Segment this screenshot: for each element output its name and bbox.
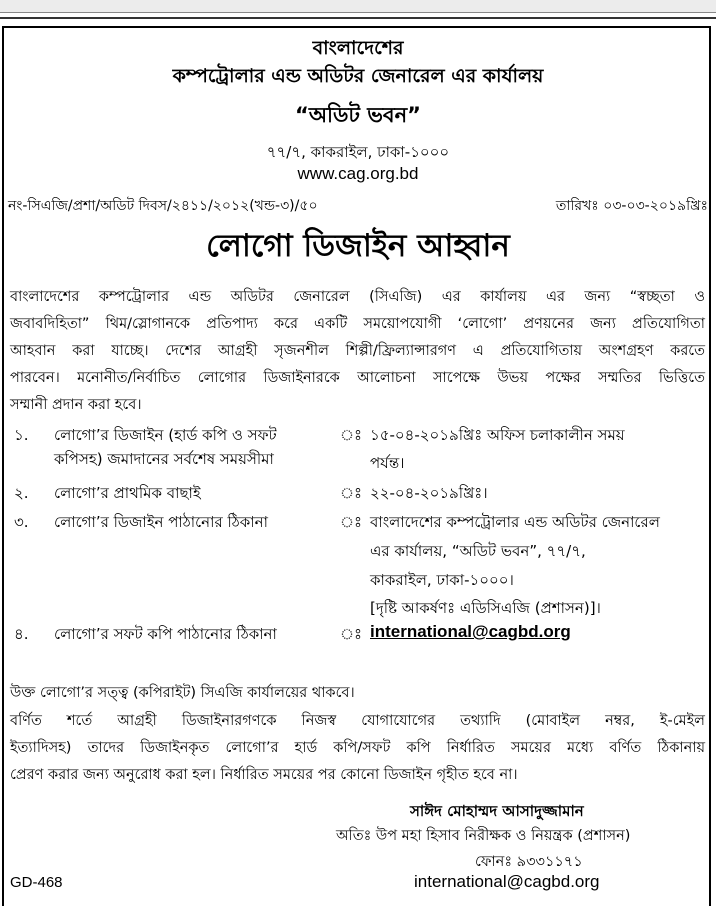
intro-line: সম্মানী প্রদান করা হবে। (10, 397, 142, 413)
item-value: ১৫-০৪-২০১৯খ্রিঃ অফিস চলাকালীন সময় (370, 426, 625, 444)
signatory-email[interactable]: international@cagbd.org (414, 872, 600, 891)
item-number: ৩. (14, 513, 29, 531)
header-country: বাংলাদেশের (312, 37, 404, 59)
header-website[interactable]: www.cag.org.bd (297, 164, 419, 183)
signatory-designation: অতিঃ উপ মহা হিসাব নিরীক্ষক ও নিয়ন্ত্রক (প্রশাসন) (336, 828, 631, 844)
header-building: “অডিট ভবন” (295, 103, 421, 127)
item-number: ৪. (14, 625, 29, 643)
item-value: কাকরাইল, ঢাকা-১০০০। (370, 571, 514, 589)
item-label: লোগো’র সফট কপি পাঠানোর ঠিকানা (54, 625, 277, 643)
header-office: কম্পট্রোলার এন্ড অডিটর জেনারেল এর কার্যালয় (172, 65, 544, 87)
item-label: লোগো’র ডিজাইন (হার্ড কপি ও সফট (54, 426, 277, 444)
closing-line: প্রেরণ করার জন্য অনুরোধ করা হল। নির্ধারিত সময়ের পর কোনো ডিজাইন গৃহীত হবে না। (10, 767, 518, 783)
item-label: লোগো’র প্রাথমিক বাছাই (54, 484, 201, 502)
intro-line: পারবেন। মনোনীত/নির্বাচিত লোগোর ডিজাইনারকে আলোচনা সাপেক্ষে উভয় পক্ষের সম্মতির ভিত্তিতে (10, 370, 705, 386)
scan-top-rule (0, 17, 716, 19)
item-value: বাংলাদেশের কম্পট্রোলার এন্ড অডিটর জেনারেল (370, 513, 660, 531)
item-value: [দৃষ্টি আকর্ষণঃ এডিসিএজি (প্রশাসন)]। (370, 599, 601, 617)
item-colon: ঃ (340, 426, 363, 444)
item-number: ২. (14, 484, 29, 502)
item-colon: ঃ (340, 625, 363, 643)
item-value: পর্যন্ত। (370, 454, 405, 472)
page-title: লোগো ডিজাইন আহ্বান (206, 228, 510, 264)
intro-line: জবাবদিহিতা” থিম/স্লোগানকে প্রতিপাদ্য করে একটি সময়োপযোগী ‘লোগো’ প্রণয়নের জন্য প্রতিযোগিতা (10, 316, 705, 332)
item-label: লোগো’র ডিজাইন পাঠানোর ঠিকানা (54, 513, 268, 531)
header-address: ৭৭/৭, কাকরাইল, ঢাকা-১০০০ (266, 143, 450, 161)
copyright-note: উক্ত লোগো’র সত্ত্ব (কপিরাইট) সিএজি কার্যালয়ের থাকবে। (10, 685, 355, 701)
item-number: ১. (14, 426, 29, 444)
item-colon: ঃ (340, 513, 363, 531)
scan-top-strip (0, 0, 716, 13)
notice-code: GD-468 (10, 874, 63, 891)
item-label: কপিসহ) জমাদানের সর্বশেষ সময়সীমা (54, 450, 274, 468)
soft-copy-email-link[interactable]: international@cagbd.org (370, 622, 571, 641)
signatory-name: সাঈদ মোহাম্মদ আসাদুজ্জামান (410, 802, 584, 820)
item-colon: ঃ (340, 484, 363, 502)
item-value: এর কার্যালয়, “অডিট ভবন”, ৭৭/৭, (370, 542, 586, 560)
intro-line: আহবান করা যাচ্ছে। দেশের আগ্রহী সৃজনশীল শিল্পী/ফ্রিল্যান্সারগণ এ প্রতিযোগিতায় অংশগ্রহণ করতে (10, 343, 705, 359)
intro-line: বাংলাদেশের কম্পট্রোলার এন্ড অডিটর জেনারেল (সিএজি) এর কার্যালয় এর জন্য “স্বচ্ছতা ও (10, 289, 705, 305)
reference-date: তারিখঃ ০৩-০৩-২০১৯খ্রিঃ (555, 198, 708, 214)
closing-line: ইত্যাদিসহ) তাদের ডিজাইনকৃত লোগো’র হার্ড কপি/সফট কপি নির্ধারিত সময়ের মধ্যে বর্ণিত ঠিকানায় (10, 740, 705, 756)
signatory-phone: ফোনঃ ৯৩৩১১৭১ (475, 854, 583, 870)
reference-number: নং-সিএজি/প্রশা/অডিট দিবস/২৪১১/২০১২(খন্ড-৩)/৫০ (8, 198, 318, 214)
closing-line: বর্ণিত শর্তে আগ্রহী ডিজাইনারগণকে নিজস্ব যোগাযোগের তথ্যাদি (মোবাইল নম্বর, ই-মেইল (10, 713, 705, 729)
item-value: ২২-০৪-২০১৯খ্রিঃ। (370, 484, 488, 502)
